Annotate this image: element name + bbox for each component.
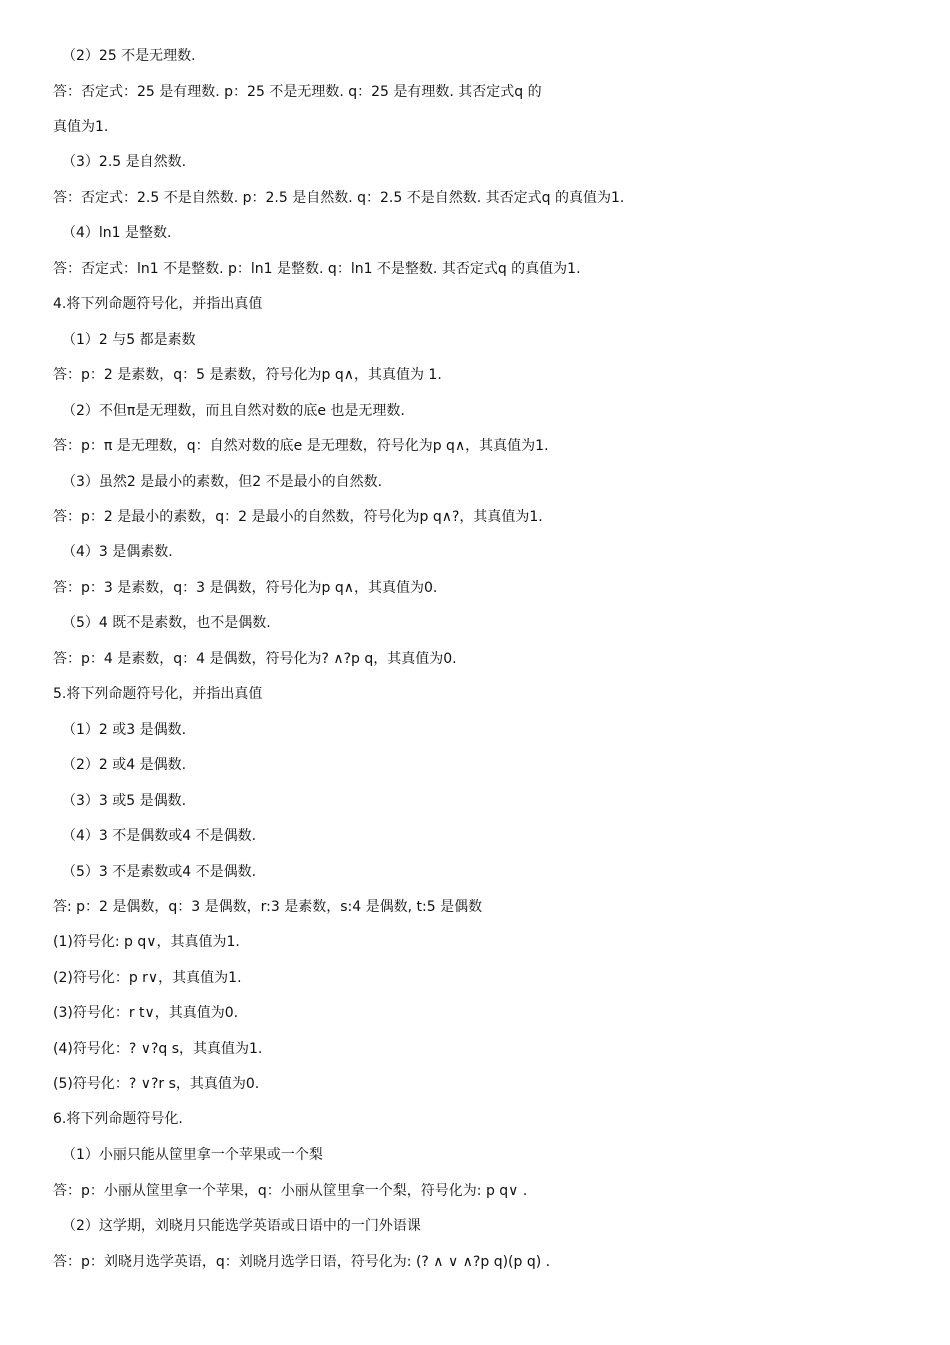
- answer-line: 答：p：刘晓月选学英语，q：刘晓月选学日语，符号化为: (? ∧ ∨ ∧?p q)(p q) .: [53, 1254, 551, 1270]
- answer-line: (5)符号化：? ∨?r s，其真值为0.: [53, 1076, 260, 1092]
- section-heading: 4.将下列命题符号化，并指出真值: [53, 296, 263, 312]
- answer-line: (2)符号化：p r∨，其真值为1.: [53, 970, 242, 986]
- answer-line: 答：否定式：2.5 不是自然数. p：2.5 是自然数. q：2.5 不是自然数. 其否定式q 的真值为1.: [53, 190, 625, 206]
- answer-line: (4)符号化：? ∨?q s，其真值为1.: [53, 1041, 263, 1057]
- item-line: （2）这学期，刘晓月只能选学英语或日语中的一门外语课: [62, 1218, 421, 1234]
- answer-line: 答：p：2 是素数，q：5 是素数，符号化为p q∧，其真值为 1.: [53, 367, 442, 383]
- section-heading: 5.将下列命题符号化，并指出真值: [53, 686, 263, 702]
- answer-line: 真值为1.: [53, 119, 109, 135]
- item-line: （2）25 不是无理数.: [62, 48, 196, 64]
- answer-line: 答：否定式：ln1 不是整数. p：ln1 是整数. q：ln1 不是整数. 其否定式q 的真值为1.: [53, 261, 581, 277]
- answer-line: (3)符号化：r t∨，其真值为0.: [53, 1005, 239, 1021]
- item-line: （4）3 是偶素数.: [62, 544, 173, 560]
- answer-line: 答：p：4 是素数，q：4 是偶数，符号化为? ∧?p q，其真值为0.: [53, 651, 457, 667]
- answer-line: 答：p：小丽从筐里拿一个苹果，q：小丽从筐里拿一个梨，符号化为: p q∨ .: [53, 1183, 528, 1199]
- item-line: （2）不但π是无理数，而且自然对数的底e 也是无理数.: [62, 403, 405, 419]
- answer-line: (1)符号化: p q∨，其真值为1.: [53, 934, 240, 950]
- item-line: （5）3 不是素数或4 不是偶数.: [62, 864, 257, 880]
- item-line: （1）2 与5 都是素数: [62, 332, 196, 348]
- answer-line: 答：p：3 是素数，q：3 是偶数，符号化为p q∧，其真值为0.: [53, 580, 438, 596]
- item-line: （2）2 或4 是偶数.: [62, 757, 187, 773]
- item-line: （5）4 既不是素数，也不是偶数.: [62, 615, 271, 631]
- item-line: （4）3 不是偶数或4 不是偶数.: [62, 828, 257, 844]
- item-line: （1）2 或3 是偶数.: [62, 722, 187, 738]
- item-line: （3）3 或5 是偶数.: [62, 793, 187, 809]
- answer-line: 答：否定式：25 是有理数. p：25 不是无理数. q：25 是有理数. 其否定式q 的: [53, 84, 542, 100]
- answer-line: 答：p：π 是无理数，q：自然对数的底e 是无理数，符号化为p q∧，其真值为1.: [53, 438, 549, 454]
- item-line: （4）ln1 是整数.: [62, 225, 172, 241]
- answer-line: 答：p：2 是最小的素数，q：2 是最小的自然数，符号化为p q∧?，其真值为1.: [53, 509, 543, 525]
- item-line: （3）虽然2 是最小的素数，但2 不是最小的自然数.: [62, 474, 383, 490]
- item-line: （1）小丽只能从筐里拿一个苹果或一个梨: [62, 1147, 323, 1163]
- answer-line: 答: p：2 是偶数，q：3 是偶数，r:3 是素数，s:4 是偶数, t:5 是偶数: [53, 899, 483, 915]
- item-line: （3）2.5 是自然数.: [62, 154, 187, 170]
- section-heading: 6.将下列命题符号化.: [53, 1111, 183, 1127]
